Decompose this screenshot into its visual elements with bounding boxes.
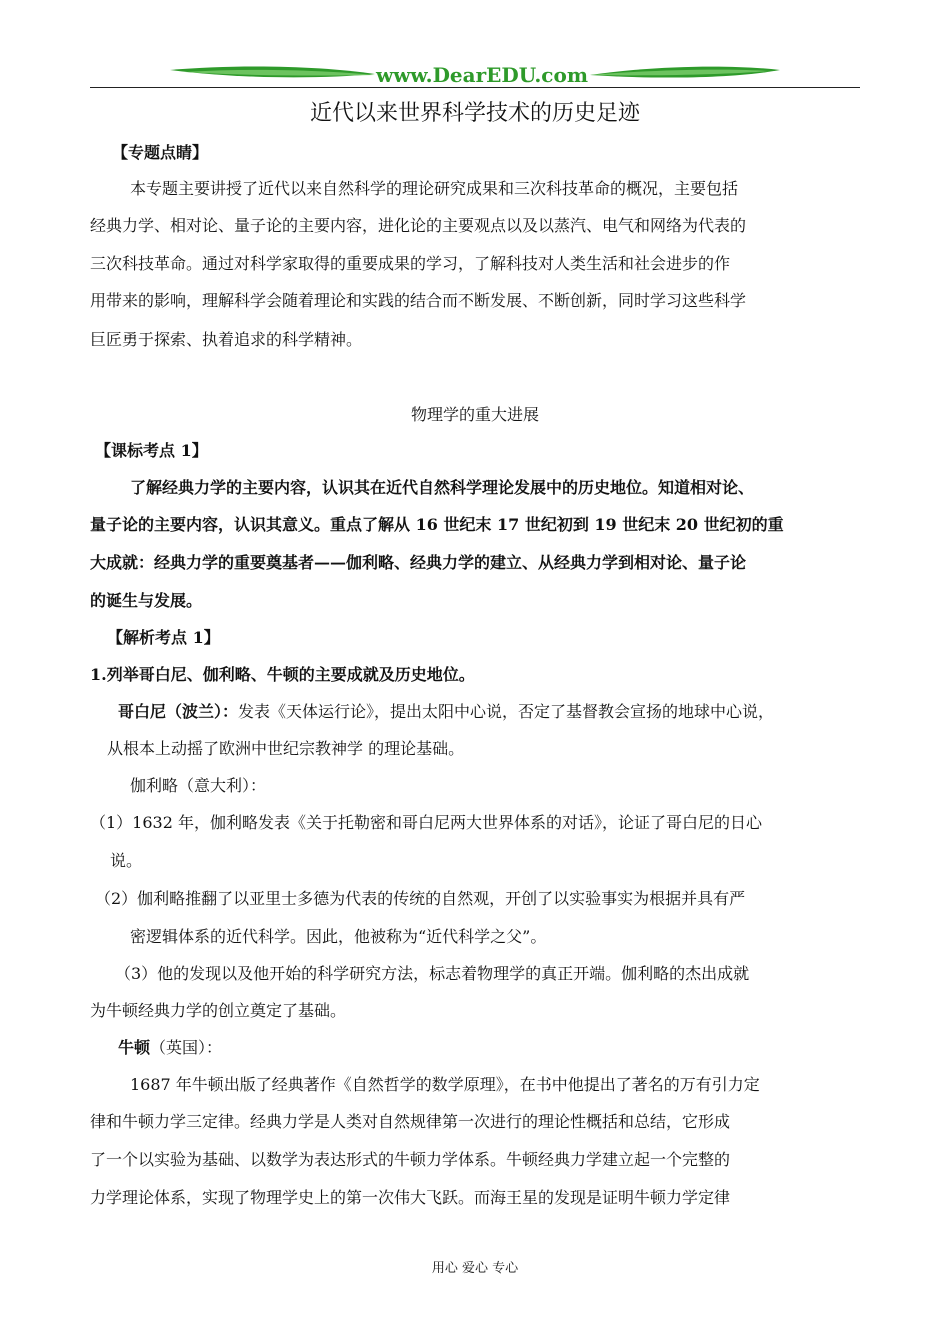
analysis-heading: 【解析考点 1】 (107, 628, 220, 647)
newton-heading (118, 1036, 222, 1060)
galileo-point-1: （1）1632 年，伽利略发表《关于托勒密和哥白尼两大世界体系的对话》，论证了哥白尼的日心 (90, 813, 762, 832)
copernicus-paragraph (118, 700, 774, 724)
copernicus-name: 哥白尼（波兰）： (118, 702, 239, 721)
copernicus-text: 发表《天体运行论》，提出太阳中心说，否定了基督教会宣扬的地球中心说， (238, 702, 775, 721)
section-subtitle: 物理学的重大进展 (410, 405, 539, 424)
curriculum-line: 的诞生与发展。 (90, 591, 203, 610)
focus-line: 经典力学、相对论、量子论的主要内容，进化论的主要观点以及以蒸汽、电气和网络为代表的 (90, 216, 747, 235)
newton-line: 1687 年牛顿出版了经典著作《自然哲学的数学原理》，在书中他提出了著名的万有引力定 (130, 1075, 760, 1094)
galileo-point-2-cont: 密逻辑体系的近代科学。因此，他被称为“近代科学之父”。 (130, 927, 547, 946)
galileo-name: 伽利略（意大利）： (130, 776, 267, 795)
galileo-point-3-cont: 为牛顿经典力学的创立奠定了基础。 (90, 1001, 347, 1020)
header-rule (90, 87, 860, 88)
newton-line: 了一个以实验为基础、以数学为表达形式的牛顿力学体系。牛顿经典力学建立起一个完整的 (90, 1150, 731, 1169)
focus-line: 三次科技革命。通过对科学家取得的重要成果的学习，了解科技对人类生活和社会进步的作 (90, 254, 731, 273)
document-title: 近代以来世界科学技术的历史足迹 (309, 101, 640, 126)
curriculum-line: 大成就：经典力学的重要奠基者——伽利略、经典力学的建立、从经典力学到相对论、量子论 (90, 553, 747, 572)
analysis-item-1: 1.列举哥白尼、伽利略、牛顿的主要成就及历史地位。 (90, 665, 475, 684)
newton-line: 力学理论体系，实现了物理学史上的第一次伟大飞跃。而海王星的发现是证明牛顿力学定律 (90, 1188, 731, 1207)
focus-heading: 【专题点睛】 (112, 143, 209, 162)
curriculum-line: 了解经典力学的主要内容，认识其在近代自然科学理论发展中的历史地位。知道相对论、 (130, 478, 755, 497)
copernicus-text-2: 从根本上动摇了欧洲中世纪宗教神学 的理论基础。 (107, 739, 465, 758)
header-site-name: www.DearEDU.com (375, 63, 589, 87)
newton-name: 牛顿 (118, 1038, 151, 1057)
focus-line: 本专题主要讲授了近代以来自然科学的理论研究成果和三次科技革命的概况，主要包括 (130, 179, 739, 198)
curriculum-heading: 【课标考点 1】 (95, 441, 208, 460)
page-footer: 用心 爱心 专心 (431, 1261, 519, 1276)
newton-name-suffix: （英国）： (150, 1038, 223, 1057)
site-header-banner (90, 60, 860, 90)
focus-line: 用带来的影响，理解科学会随着理论和实践的结合而不断发展、不断创新，同时学习这些科学 (90, 291, 747, 310)
focus-line: 巨匠勇于探索、执着追求的科学精神。 (90, 330, 363, 349)
galileo-point-1-cont: 说。 (110, 851, 143, 870)
header-swoosh-logo (90, 60, 860, 90)
galileo-point-3: （3）他的发现以及他开始的科学研究方法，标志着物理学的真正开端。伽利略的杰出成就 (115, 964, 750, 983)
curriculum-line: 量子论的主要内容，认识其意义。重点了解从 16 世纪末 17 世纪初到 19 世纪末 20 世纪初的重 (90, 515, 784, 534)
newton-line: 律和牛顿力学三定律。经典力学是人类对自然规律第一次进行的理论性概括和总结，它形成 (90, 1112, 731, 1131)
galileo-point-2: （2）伽利略推翻了以亚里士多德为代表的传统的自然观，开创了以实验事实为根据并具有严 (95, 889, 746, 908)
